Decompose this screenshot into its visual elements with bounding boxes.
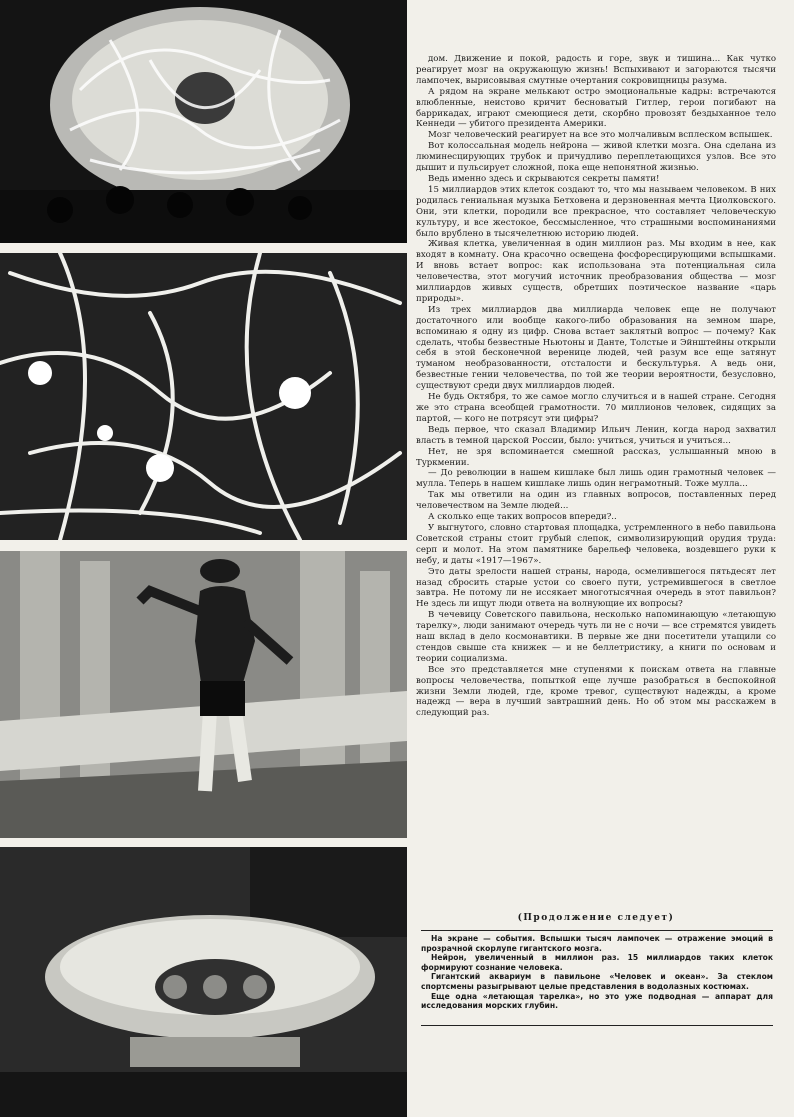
article-paragraph: Из трех миллиардов два миллиарда человек еще не получают достаточного или вообще какого-либо образования на земном шаре, вспоминаю я одну из цифр. Снова встает заклятый вопрос — почему? Как сделать, чтобы безвестные Ньютоны и Данте, Толстые и Эйнштейны открыли себя в этой бесконечной веренице людей, чей разум все еще затянут туманом необразованности, отсталости и бескультурья. А ведь они, безвестные гении человечества, по той же теории вероятности, безусловно, существуют среди двух миллиардов людей. (416, 304, 776, 392)
article-paragraph: В чечевицу Советского павильона, несколько напоминающую «летающую тарелку», люди занимают очередь чуть ли не с ночи — все стремятся увидеть наш вклад в дело космонавтики. В первые же дни посетители утащили со стендов свыше ста книжек — и не беллетристику, а книги по основам и теории социализма. (416, 610, 776, 664)
article-paragraph: Живая клетка, увеличенная в один миллион раз. Мы входим в нее, как входят в комнату. Она красочно освещена фосфоресцирующими вспышками. И вновь встает вопрос: как использована эта потенциальная сила человечества, этот могучий источник преобразования общества — мозг миллиардов живых существ, обретших поэтическое название «царь природы». (416, 239, 776, 304)
caption-divider-top (421, 930, 773, 931)
article-paragraph: А рядом на экране мелькают остро эмоциональные кадры: встречаются влюбленные, неистово кричит бесноватый Гитлер, герои погибают на баррикадах, играют смеющиеся дети, скорбно провозят бездыханное тело Кеннеди — убитого президента Америки. (416, 86, 776, 130)
article-paragraph: дом. Движение и покой, радость и горе, звук и тишина... Как чутко реагирует мозг на окружающую жизнь! Вспыхивают и загораются тысячи лампочек, вырисовывая смутные очертания сокровищницы разума. (416, 54, 776, 86)
brain-model-photo (0, 0, 407, 243)
caption-item: Гигантский аквариум в павильоне «Человек и океан». За стеклом спортсмены разыгрывают целые представления в водолазных костюмах. (421, 972, 773, 991)
article-paragraph: Не будь Октября, то же самое могло случиться и в нашей стране. Сегодня же это страна всеобщей грамотности. 70 миллионов человек, сидящих за партой, — кого не потрясут эти цифры? (416, 392, 776, 424)
neuron-model-photo (0, 253, 407, 540)
article-paragraph: А сколько еще таких вопросов впереди?.. (428, 512, 617, 523)
aquarium-performer-photo (0, 551, 407, 838)
article-paragraph: 15 миллиардов этих клеток создают то, что мы называем человеком. В них родилась гениальная музыка Бетховена и дерзновенная мечта Циолковского. Они, эти клетки, породили все прекрасное, что составляет человеческую культуру, и все жестокое, бессмысленное, что страшными воспоминаниями было врублено в тысячелетнюю историю людей. (416, 184, 776, 239)
article-paragraph: — До революции в нашем кишлаке был лишь один грамотный человек — мулла. Теперь в нашем кишлаке лишь один неграмотный. Тоже мулла... (416, 468, 776, 490)
continuation-note: (Продолжение следует) (517, 913, 675, 923)
caption-item: Еще одна «летающая тарелка», но это уже подводная — аппарат для исследования морских глубин. (421, 991, 773, 1011)
article-paragraph: Вот колоссальная модель нейрона — живой клетки мозга. Она сделана из люминесцирующих трубок и причудливо переплетающихся узлов. Все это дышит и пульсирует сложной, пока еще непонятной жизнью. (416, 141, 776, 174)
article-paragraph: Ведь первое, что сказал Владимир Ильич Ленин, когда народ захватил власть в темной царской России, было: учиться, учиться и учиться... (416, 424, 776, 446)
article-paragraph: Так мы ответили на один из главных вопросов, поставленных перед человечеством на Земле людей... (416, 490, 776, 512)
caption-item: На экране — события. Вспышки тысяч лампочек — отражение эмоций в прозрачной скорлупе гигантского мозга. (421, 934, 773, 953)
article-paragraph: У выгнутого, словно стартовая площадка, устремленного в небо павильона Советской страны стоит грубый слепок, символизирующий орудия труда: серп и молот. На этом памятнике барельеф человека, воздевшего руки к небу, и даты «1917—1967». (416, 522, 776, 566)
article-body (416, 54, 776, 719)
article-paragraph: Все это представляется мне ступенями к поискам ответа на главные вопросы человечества, попыткой еще лучше разобраться в беспокойной жизни Земли людей, где, кроме тревог, существуют надежды, а кроме надежд — вера в лучший завтрашний день. Но об этом мы расскажем в следующий раз. (416, 664, 776, 719)
article-paragraph: Нет, не зря вспоминается смешной рассказ, услышанный мною в Туркмении. (416, 446, 776, 468)
underwater-apparatus-photo (0, 847, 407, 1117)
caption-item: Нейрон, увеличенный в миллион раз. 15 миллиардов таких клеток формируют сознание человека. (421, 953, 773, 972)
article-paragraph: Ведь именно здесь и скрываются секреты памяти! (428, 173, 660, 184)
caption-divider-bottom (421, 1025, 773, 1026)
article-paragraph: Это даты зрелости нашей страны, народа, осмелившегося пятьдесят лет назад сбросить старые устои со своего пути, устремившегося в светлое завтра. Не потому ли не иссякает многотысячная очередь в этот павильон? Не здесь ли ищут люди ответа на волнующие их вопросы? (416, 566, 776, 610)
article-paragraph: Мозг человеческий реагирует на все это молчаливым всплеском вспышек. (428, 130, 773, 141)
photo-captions (421, 934, 773, 1011)
